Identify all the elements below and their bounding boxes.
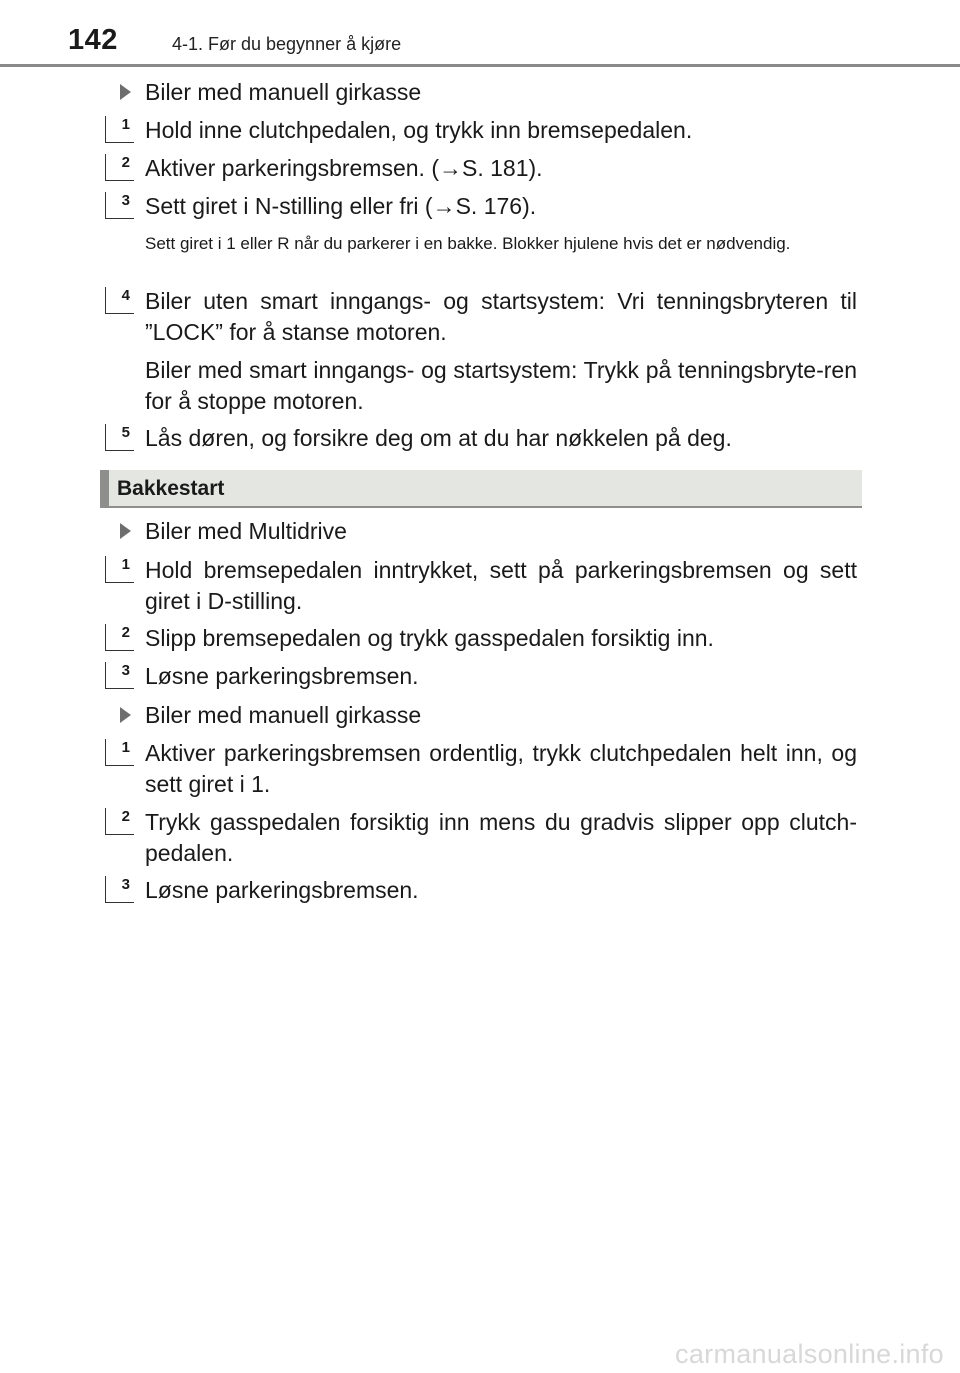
step-text: Aktiver parkeringsbremsen. (→S. 181). — [145, 155, 543, 181]
subheading-manual-hillstart: Biler med manuell girkasse — [145, 702, 422, 728]
header-divider — [0, 64, 960, 67]
triangle-bullet-icon — [120, 84, 131, 100]
step-badge-3: 3 — [105, 876, 134, 903]
watermark: carmanualsonline.info — [675, 1339, 944, 1369]
step-text: Løsne parkeringsbremsen. — [145, 663, 419, 689]
step-badge-2: 2 — [105, 154, 134, 181]
step-badge-1: 1 — [105, 739, 134, 766]
step-text: Aktiver parkeringsbremsen ordentlig, trykk clutchpedalen helt inn, og sett giret i 1. — [145, 740, 857, 797]
step-text: Slipp bremsepedalen og trykk gasspedalen forsiktig inn. — [145, 625, 714, 651]
triangle-bullet-icon — [120, 523, 131, 539]
step-text: Hold inne clutchpedalen, og trykk inn bremsepedalen. — [145, 117, 693, 143]
section-heading: Bakkestart — [117, 477, 225, 500]
step-text: Trykk gasspedalen forsiktig inn mens du gradvis slipper opp clutch-pedalen. — [145, 809, 857, 866]
page-header — [0, 0, 960, 68]
step-text: Lås døren, og forsikre deg om at du har nøkkelen på deg. — [145, 425, 732, 451]
step-text: Biler uten smart inngangs- og startsystem: Vri tenningsbryteren til ”LOCK” for å stanse motoren. — [145, 288, 857, 345]
step-text: Løsne parkeringsbremsen. — [145, 877, 419, 903]
step-text: Hold bremsepedalen inntrykket, sett på parkeringsbremsen og sett giret i D-stilling. — [145, 557, 857, 614]
section-title: 4-1. Før du begynner å kjøre — [172, 34, 402, 54]
step-text: Sett giret i N-stilling eller fri (→S. 176). — [145, 193, 537, 219]
step-badge-3: 3 — [105, 192, 134, 219]
step-badge-2: 2 — [105, 808, 134, 835]
subheading-manual-parking: Biler med manuell girkasse — [145, 79, 422, 105]
section-heading-bar — [100, 470, 862, 508]
step-badge-1: 1 — [105, 556, 134, 583]
step-badge-2: 2 — [105, 624, 134, 651]
step-badge-1: 1 — [105, 116, 134, 143]
triangle-bullet-icon — [120, 707, 131, 723]
step-badge-3: 3 — [105, 662, 134, 689]
note-text: Sett giret i 1 eller R når du parkerer i en bakke. Blokker hjulene hvis det er nødvendig. — [145, 234, 791, 253]
step-badge-4: 4 — [105, 287, 134, 314]
step-text: Biler med smart inngangs- og startsystem: Trykk på tenningsbryte-ren for å stoppe motoren. — [145, 357, 857, 414]
step-badge-5: 5 — [105, 424, 134, 451]
page-number: 142 — [68, 24, 118, 56]
subheading-multidrive: Biler med Multidrive — [145, 518, 347, 544]
